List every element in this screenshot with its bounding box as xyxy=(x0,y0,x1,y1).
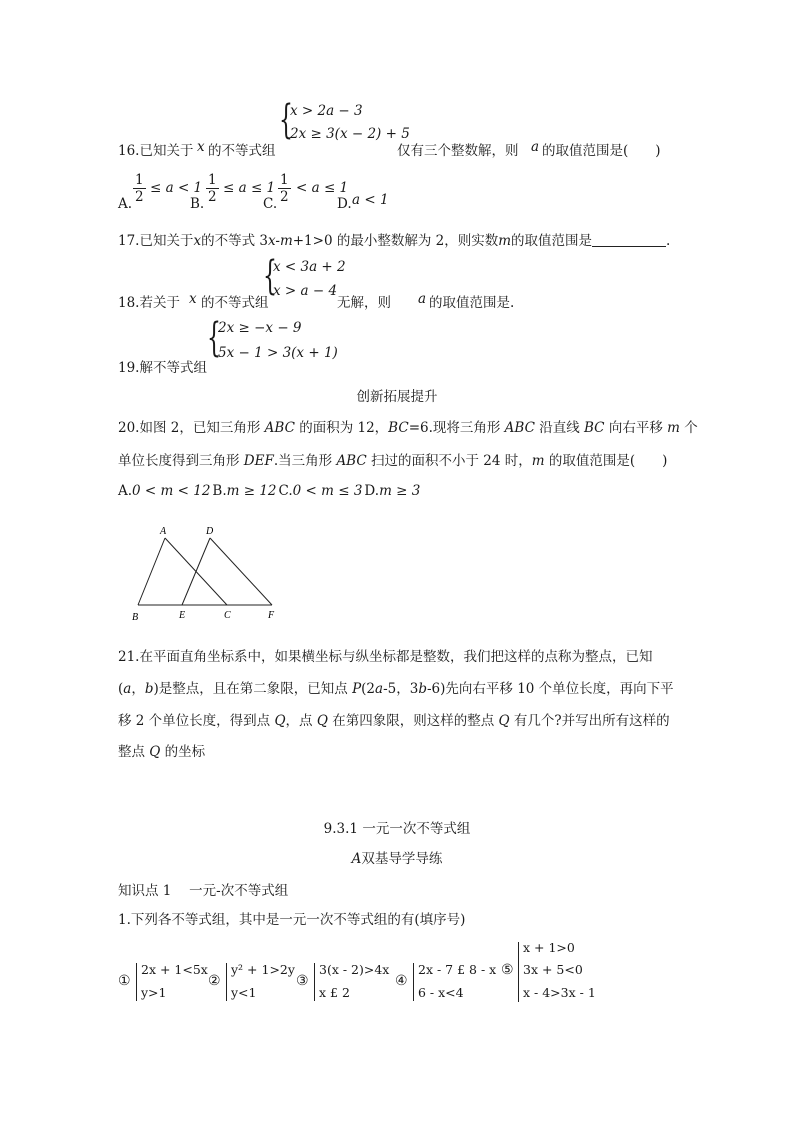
q21-l2-s5: P xyxy=(352,681,362,697)
label-b: B xyxy=(132,612,139,623)
question-17 xyxy=(118,229,670,249)
side-de xyxy=(182,538,210,605)
q16-option-a-fraction xyxy=(133,172,146,205)
q20-l1-s1: ABC xyxy=(264,420,295,436)
q20-l1-s2: 的面积为 12， xyxy=(294,420,389,436)
q21-line2 xyxy=(118,677,674,697)
q16-brace: { xyxy=(279,97,293,143)
q20-l1-s6: 沿直线 xyxy=(534,420,585,436)
q21-l2-s4: )是整点，且在第二象限，已知点 xyxy=(153,681,353,697)
q20-option-b-label: B. xyxy=(212,483,227,499)
q20-line1 xyxy=(118,416,698,436)
q18-var-a: a xyxy=(418,291,427,307)
q1-item5-bar xyxy=(518,942,519,1002)
q20-l2-s4: 扫过的面积不小于 24 时， xyxy=(366,453,532,469)
q17-expr: x-m xyxy=(268,233,293,249)
q18-text1: 18.若关于 xyxy=(118,295,180,311)
q19-system-line1: 2x ≥ −x − 9 xyxy=(218,320,302,336)
label-f: F xyxy=(268,610,275,621)
q16-option-a-den: 2 xyxy=(135,189,144,205)
q20-l1-s4: =6.现将三角形 xyxy=(408,420,505,436)
q20-l1-s9: m xyxy=(667,420,680,436)
q16-system-line1: x > 2a − 3 xyxy=(290,103,363,119)
q20-option-c-label: C. xyxy=(278,483,293,499)
q21-l2-s8: -5，3 xyxy=(383,681,419,697)
q20-option-d-label: D. xyxy=(364,483,380,499)
q20-l2-s0: 单位长度得到三角形 xyxy=(118,453,244,469)
q1-item5-line3: x - 4>3x - 1 xyxy=(523,985,596,1000)
q19-text: 19.解不等式组 xyxy=(118,360,207,376)
q16-option-b-fraction xyxy=(206,172,219,205)
q16-prefix: 16.已知关于 xyxy=(118,143,194,159)
section-title: 创新拓展提升 xyxy=(356,389,438,405)
q20-l2-s6: 的取值范围是( ) xyxy=(544,453,668,469)
label-a: A xyxy=(160,526,167,537)
q16-suffix1: 仅有三个整数解，则 xyxy=(397,143,519,159)
q20-l1-s8: 向右平移 xyxy=(604,420,668,436)
q1-item3-mark: ③ xyxy=(296,973,309,989)
label-c: C xyxy=(224,610,231,621)
q21-line1: 21.在平面直角坐标系中，如果横坐标与纵坐标都是整数，我们把这样的点称为整点，已知 xyxy=(118,649,653,665)
q17-text2: 的不等式 3 xyxy=(201,233,268,249)
q16-option-c-fraction xyxy=(278,172,291,205)
q16-option-d-label: D. xyxy=(337,196,352,212)
q17-var-x: x xyxy=(193,233,202,249)
q16-option-a-num: 1 xyxy=(135,172,144,188)
q17-var-m: m xyxy=(498,233,512,249)
q16-var-a: a xyxy=(531,139,540,155)
q20-option-a-label: A. xyxy=(118,483,133,499)
q1-item3-line2: x £ 2 xyxy=(319,985,350,1000)
q16-option-a-text: ≤ a < 1 xyxy=(150,180,203,196)
q18-text4: 的取值范围是. xyxy=(429,295,515,311)
q16-option-b-den: 2 xyxy=(208,189,217,205)
q16-mid: 的不等式组 xyxy=(208,143,276,159)
q17-text3: +1>0 的最小整数解为 2，则实数 xyxy=(292,233,499,249)
q20-l2-s2: .当三角形 xyxy=(273,453,337,469)
q1-item4-line2: 6 - x<4 xyxy=(418,985,464,1000)
q16-option-b-label: B. xyxy=(190,196,205,212)
q16-option-c-text: < a ≤ 1 xyxy=(296,180,349,196)
q1-item2-line2: y<1 xyxy=(231,985,257,1000)
q16-option-d-text: a < 1 xyxy=(352,192,389,208)
q17-end: . xyxy=(666,233,671,249)
q20-l1-s0: 20.如图 2，已知三角形 xyxy=(118,420,265,436)
q1-item1-mark: ① xyxy=(118,973,131,989)
q21-l3-s0: 移 2 个单位长度，得到点 xyxy=(118,713,275,729)
q20-option-a: 0 < m < 12 xyxy=(132,483,211,499)
side-df xyxy=(210,538,272,605)
q21-l2-s1: a xyxy=(123,681,132,697)
q18-text3: 无解，则 xyxy=(337,295,391,311)
q20-options xyxy=(118,483,420,499)
q21-l3-s4: 在第四象限，则这样的整点 xyxy=(327,713,499,729)
q16-suffix2: 的取值范围是( ) xyxy=(542,143,661,159)
q1-item5-mark: ⑤ xyxy=(501,962,514,978)
q21-l2-s9: b xyxy=(418,681,427,697)
q21-l2-s10: -6)先向右平移 10 个单位长度，再向下平 xyxy=(426,681,674,697)
q18-system-line2: x > a − 4 xyxy=(273,283,338,299)
q1-text: 1.下列各不等式组，其中是一元一次不等式组的有(填序号) xyxy=(118,912,466,928)
q17-text1: 17.已知关于 xyxy=(118,233,194,249)
q16-var-x: x xyxy=(197,139,205,155)
q21-line3 xyxy=(118,709,670,729)
q1-item4-line1: 2x - 7 £ 8 - x xyxy=(418,962,497,977)
q21-l2-s0: ( xyxy=(118,681,124,697)
q18-system-line1: x < 3a + 2 xyxy=(273,259,346,275)
q21-l3-s2: ，点 xyxy=(285,713,317,729)
q21-line4 xyxy=(118,740,205,760)
q16-option-c-label: C. xyxy=(263,196,278,212)
q16-option-c-den: 2 xyxy=(280,189,289,205)
q16-system-line2: 2x ≥ 3(x − 2) + 5 xyxy=(290,126,410,142)
q21-l2-s2: ， xyxy=(131,681,145,697)
q21-l4-s0: 整点 xyxy=(118,744,150,760)
q1-item2-mark: ② xyxy=(208,973,221,989)
q20-option-b: m ≥ 12 xyxy=(226,483,277,499)
subheading-text: 双基导学导练 xyxy=(361,851,443,867)
q20-l2-s1: DEF xyxy=(243,453,274,469)
q20-l2-s5: m xyxy=(531,453,545,469)
q1-item5-line2: 3x + 5<0 xyxy=(523,962,583,977)
q21-l2-s6: (2 xyxy=(361,681,376,697)
subheading-letter: A xyxy=(351,851,362,867)
q21-l4-s2: 的坐标 xyxy=(160,744,206,760)
q1-item2-bar xyxy=(226,963,227,1001)
lesson-heading: 9.3.1 一元一次不等式组 xyxy=(323,821,471,837)
q20-l1-s10: 个 xyxy=(679,420,698,436)
side-ab xyxy=(138,538,165,605)
q21-l3-s5: Q xyxy=(498,713,510,729)
q21-l3-s3: Q xyxy=(316,713,328,729)
q20-line2 xyxy=(118,449,667,469)
q1-item4-mark: ④ xyxy=(395,973,408,989)
q21-l3-s6: 有几个?并写出所有这样的 xyxy=(509,713,670,729)
q20-l1-s5: ABC xyxy=(504,420,535,436)
q1-item2-line1: y² + 1>2y xyxy=(231,962,295,977)
q19-system-line2: 5x − 1 > 3(x + 1) xyxy=(218,345,338,361)
q21-l2-s7: a xyxy=(375,681,384,697)
lesson-subheading xyxy=(0,847,794,867)
label-e: E xyxy=(179,610,186,621)
q1-item1-line2: y>1 xyxy=(141,985,167,1000)
q20-l2-s3: ABC xyxy=(336,453,367,469)
q16-option-a-label: A. xyxy=(118,196,133,212)
q1-item3-bar xyxy=(314,963,315,1001)
q1-item5-line1: x + 1>0 xyxy=(523,940,575,955)
q1-item3-line1: 3(x - 2)>4x xyxy=(319,962,390,977)
q21-l2-s3: b xyxy=(144,681,154,697)
q20-l1-s3: BC xyxy=(388,420,409,436)
q1-item1-line1: 2x + 1<5x xyxy=(141,962,208,977)
q18-text2: 的不等式组 xyxy=(201,295,269,311)
q21-l3-s1: Q xyxy=(274,713,286,729)
q16-option-c-num: 1 xyxy=(280,172,289,188)
q1-item4-bar xyxy=(413,963,414,1001)
q20-option-d: m ≥ 3 xyxy=(379,483,421,499)
q18-brace: { xyxy=(263,253,277,299)
knowledge-point: 知识点 1 一元-次不等式组 xyxy=(118,883,289,899)
q20-option-c: 0 < m ≤ 3 xyxy=(292,483,363,499)
q17-answer-blank xyxy=(592,232,666,247)
translation-figure xyxy=(120,520,290,630)
q18-var-x: x xyxy=(189,291,197,307)
q16-option-b-num: 1 xyxy=(208,172,217,188)
q21-l4-s1: Q xyxy=(149,744,161,760)
q17-text4: 的取值范围是 xyxy=(511,233,593,249)
q16-option-b-text: ≤ a ≤ 1 xyxy=(223,180,276,196)
label-d: D xyxy=(206,526,214,537)
q1-item1-bar xyxy=(136,963,137,1001)
q19-brace: { xyxy=(207,315,221,361)
q20-l1-s7: BC xyxy=(584,420,605,436)
